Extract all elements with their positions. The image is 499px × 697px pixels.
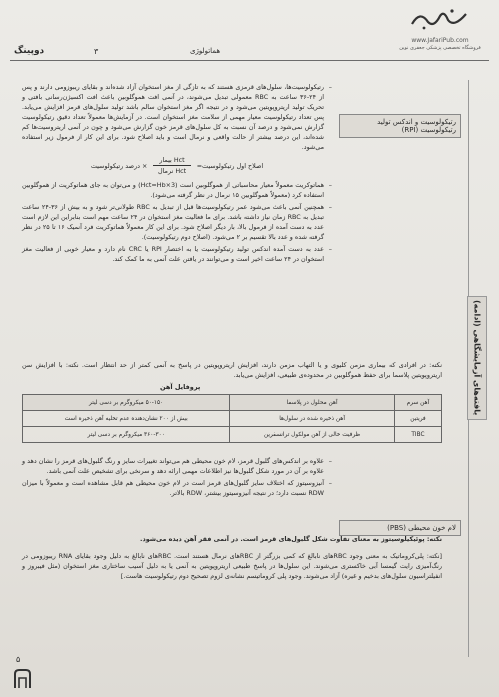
erythropoietin-note: نکته: در افرادی که بیماری مزمن کلیوی و یا التهاب مزمن دارند، افزایش اریتروپویتین در پاسخ به آنمی کمتر از حد انتظار است. نکته: با افزایش سن اریتروپویتین پلاسما برای حفظ هموگلوبین در محدوده‌ی طبیعی، افزایش می‌یابد. xyxy=(22,361,442,380)
section-side-tab-label: یافته‌های آزمایشگاهی (ادامه) xyxy=(472,300,482,416)
retic-paragraph: – رتیکولوسیت‌ها، سلول‌های قرمزی هستند که به تازگی از مغز استخوان آزاد شده‌اند و بقایای ریبوزومی دارند و پس از ۲۴-۳۶ ساعت به RBC معمولی تبدیل می‌شوند، در آنمی افت هموگلوبین باعث افت اکسیژن‌رسانی بافتی و تحریک تولید اریتروپویتین می‌شود و در نتیجه اگر مغز استخوان سالم باشد تولید سلول‌های قرمز افزایش می‌یابد. پس تعداد رتیکولوسیت معیار مهمی از سلامت مغز استخوان است. در آزمایش‌ها معمولاً تعداد دقیق رتیکولوسیت گزارش نمی‌شود و درصد آن نسبت به کل سلول‌های قرمز خون گزارش می‌شود و چون در آنمی اریتروسیت‌ها کم شده‌اند، این درصد بیشتر از حالت واقعی و نرمال است و باید اصلاح شود. برای این کار از فرمول زیر استفاده می‌شود. xyxy=(22,82,332,152)
publisher-logo-icon xyxy=(408,6,472,32)
table-cell: فریتین xyxy=(394,411,441,427)
hct-fraction: $\frac{\text{Hct بیمار}}{\text{Hct نرمال}}$ xyxy=(153,155,190,176)
publisher-logo xyxy=(395,6,485,51)
retic-formula: اصلاح اول رتیکولوسیت= $\frac{\text{Hct بیمار}}{\text{Hct نرمال}}$ × درصد رتیکولوسیت xyxy=(90,156,264,175)
retic-bullet-3: – عدد به دست آمده اندکس تولید رتیکولوسیت یا به اختصار RPI یا CRC نام دارد و معیار خوبی از فعالیت مغز استخوان در ۲۴ ساعت اخیر است و می‌توانند در یافتن علت آنمی به ما کمک کند. xyxy=(22,244,332,264)
pbs-notes xyxy=(22,528,442,587)
chapter-title: هماتولوژی xyxy=(190,47,221,55)
table-row xyxy=(23,411,442,427)
header-rule xyxy=(10,60,489,61)
retic-bullet-2: – همچنین آنمی باعث می‌شود عمر رتیکولوسیت‌ها قبل از تبدیل به RBC طولانی‌تر شود و به بیش از ۳۶-۲۴ ساعت تبدیل به RBC زمان نیاز داشته باشد. برای ما فعالیت مغز استخوان در ۲۴ ساعت مهم است بنابراین این لازم است عدد به دست آمده از فرمول بالا، بار دیگر اصلاح شود. برای این کار معمولاً هماتوکریت فرد آنمیک ۱۶ تا ۲۵ در نظر گرفته شده و عدد بالا تقسیم بر ۲ می‌شود. (اصلاح دوم رتیکولوسیت). xyxy=(22,202,332,242)
header-page-number: ۳ xyxy=(94,46,99,56)
publisher-url: www.JafariPub.com xyxy=(411,37,469,44)
brand-name: دوپینگ xyxy=(14,46,45,56)
pbs-bullet-1: – علاوه بر اندکس‌های گلبول قرمز، لام خون محیطی هم می‌تواند تغییرات سایز و رنگ گلبول‌های قرمز را نشان دهد و علاوه بر آن در مورد شکل گلبول‌ها نیز اطلاعات مهمی ارائه دهد و سرنخی برای تشخیص علت آنمی باشد. xyxy=(22,456,332,476)
polychromasia-note: [نکته: پلی‌کروماتیک به معنی وجود RBCهای نابالغ که کمی بزرگتر از RBCهای نرمال هستند است. RBCهای نابالغ به دلیل وجود بقایای RNA ریبوزومی در رنگ‌آمیزی رایت گیمسا آبی خاکستری می‌شوند. این سلول‌ها در پاسخ طبیعی اریتروپویتین به آنمی یا به دلیل آسیب ساختاری مغز استخوان (مثل فیبروز و انفیلتراسیون سلول‌های بدخیم و غیره) آزاد می‌شوند. وجود پلی کروماتیسم نشانه‌ی لزوم تصحیح دوم رتیکولوسیت هاست.] xyxy=(22,551,442,580)
poikilocytosis-note: نکته: پوئیکیلوسیتوز به معنای تفاوت شکل گلبول‌های قرمز است. در آنمی فقر آهن دیده می‌شود. xyxy=(140,535,442,544)
table-cell: ظرفیت خالی از آهن مولکول ترانسفرین xyxy=(230,427,395,443)
publisher-subtitle: فروشگاه تخصصی پزشکی جعفری نوین xyxy=(399,45,481,51)
table-cell: آهن ذخیره شده در سلول‌ها xyxy=(230,411,395,427)
running-header xyxy=(10,44,399,58)
pbs-bullet-2: – آنیزوسیتوز که اختلاف سایز گلبول‌های قرمز است در لام خون محیطی هم قابل مشاهده است و معمولاً با میزان RDW نسبت دارد؛ در نتیجه آنیزوسیتوز بیشتر، RDW بالاتر. xyxy=(22,478,332,498)
corner-logo-icon xyxy=(12,668,32,690)
table-cell: آهن محلول در پلاسما xyxy=(230,395,395,411)
page-number: ۵ xyxy=(16,655,21,664)
iron-profile-title: پروفایل آهن xyxy=(160,383,201,391)
retic-section xyxy=(22,82,332,266)
pbs-section xyxy=(22,456,332,500)
table-cell: ۵۰-۱۵۰ میکروگرم بر دسی لیتر xyxy=(23,395,230,411)
label-pbs: لام خون محیطی (PBS) xyxy=(339,520,461,536)
table-cell: آهن سرم xyxy=(394,395,441,411)
section-side-tab xyxy=(467,296,487,420)
retic-bullet-1: – هماتوکریت معمولاً معیار محاسباتی از هموگلوبین است (Hct=Hb×3) و می‌توان به جای هماتوکریت از هموگلوبین استفاده کرد (معمولاً هموگلوبین ۱۵ نرمال در نظر گرفته می‌شود). xyxy=(22,180,332,200)
iron-profile-table xyxy=(22,394,442,443)
table-row xyxy=(23,427,442,443)
label-retic: رتیکولوسیت و اندکس تولید رتیکولوسیت (RPI) xyxy=(339,114,461,138)
table-cell: TIBC xyxy=(394,427,441,443)
table-row xyxy=(23,395,442,411)
table-cell: ۳۶۰-۳۰۰ میکروگرم بر دسی لیتر xyxy=(23,427,230,443)
table-cell: بیش از ۲۰۰ نشان‌دهنده عدم تخلیه آهن ذخیره است xyxy=(23,411,230,427)
